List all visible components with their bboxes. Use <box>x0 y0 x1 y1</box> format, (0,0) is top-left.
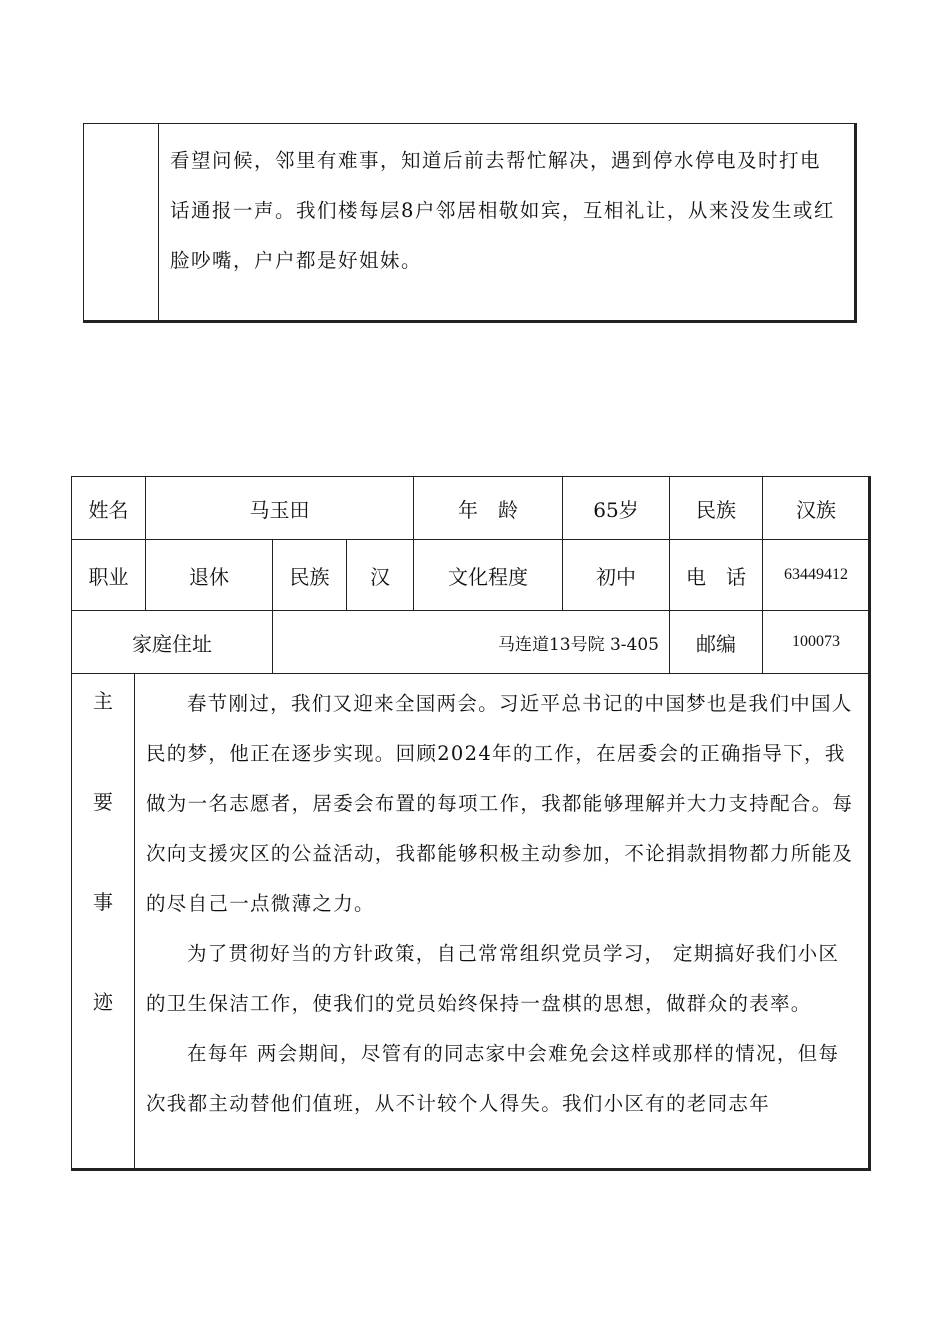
personal-info-table <box>71 476 871 673</box>
education-value: 初中 <box>563 540 670 611</box>
deeds-label-char: 迹 <box>93 990 113 1014</box>
postcode-value: 100073 <box>763 611 869 674</box>
age-value: 65岁 <box>563 477 670 540</box>
age-label: 年 龄 <box>414 477 563 540</box>
postcode-label: 邮编 <box>670 611 763 674</box>
main-deeds-table <box>71 673 871 1171</box>
phone-value: 63449412 <box>763 540 869 611</box>
deeds-label-char: 主 <box>93 689 113 713</box>
continuation-label-column <box>84 124 159 320</box>
ethnicity-value-2: 汉 <box>347 540 414 611</box>
ethnicity-label: 民族 <box>670 477 763 540</box>
address-value: 马连道13号院 3-405 <box>273 611 670 674</box>
deeds-text <box>146 679 858 1129</box>
deeds-paragraph: 在每年 两会期间，尽管有的同志家中会难免会这样或那样的情况，但每次我都主动替他们值班，从不计较个人得失。我们小区有的老同志年 <box>146 1042 840 1115</box>
deeds-label-column <box>72 673 135 1168</box>
deeds-label-char: 要 <box>93 790 113 814</box>
address-label: 家庭住址 <box>72 611 273 674</box>
continuation-text: 看望问候，邻里有难事，知道后前去帮忙解决，遇到停水停电及时打电话通报一声。我们楼每层8户邻居相敬如宾，互相礼让，从来没发生或红脸吵嘴，户户都是好姐妹。 <box>170 149 835 272</box>
name-label: 姓名 <box>72 477 146 540</box>
ethnicity-label-2: 民族 <box>273 540 347 611</box>
phone-label: 电 话 <box>670 540 763 611</box>
education-label: 文化程度 <box>414 540 563 611</box>
deeds-label-char: 事 <box>93 890 113 914</box>
name-value: 马玉田 <box>146 477 414 540</box>
deeds-paragraph: 为了贯彻好当的方针政策，自己常常组织党员学习， 定期搞好我们小区的卫生保洁工作，使我们的党员始终保持一盘棋的思想，做群众的表率。 <box>146 942 840 1015</box>
ethnicity-value: 汉族 <box>763 477 869 540</box>
continuation-table <box>83 123 857 323</box>
occupation-label: 职业 <box>72 540 146 611</box>
deeds-paragraph: 春节刚过，我们又迎来全国两会。习近平总书记的中国梦也是我们中国人民的梦，他正在逐步实现。回顾2024年的工作，在居委会的正确指导下，我做为一名志愿者，居委会布置的每项工作，我都能够理解并大力支持配合。每次向支援灾区的公益活动，我都能够积极主动参加，不论捐款捐物都力所能及的尽自己一点微薄之力。 <box>146 692 854 915</box>
occupation-value: 退休 <box>146 540 273 611</box>
